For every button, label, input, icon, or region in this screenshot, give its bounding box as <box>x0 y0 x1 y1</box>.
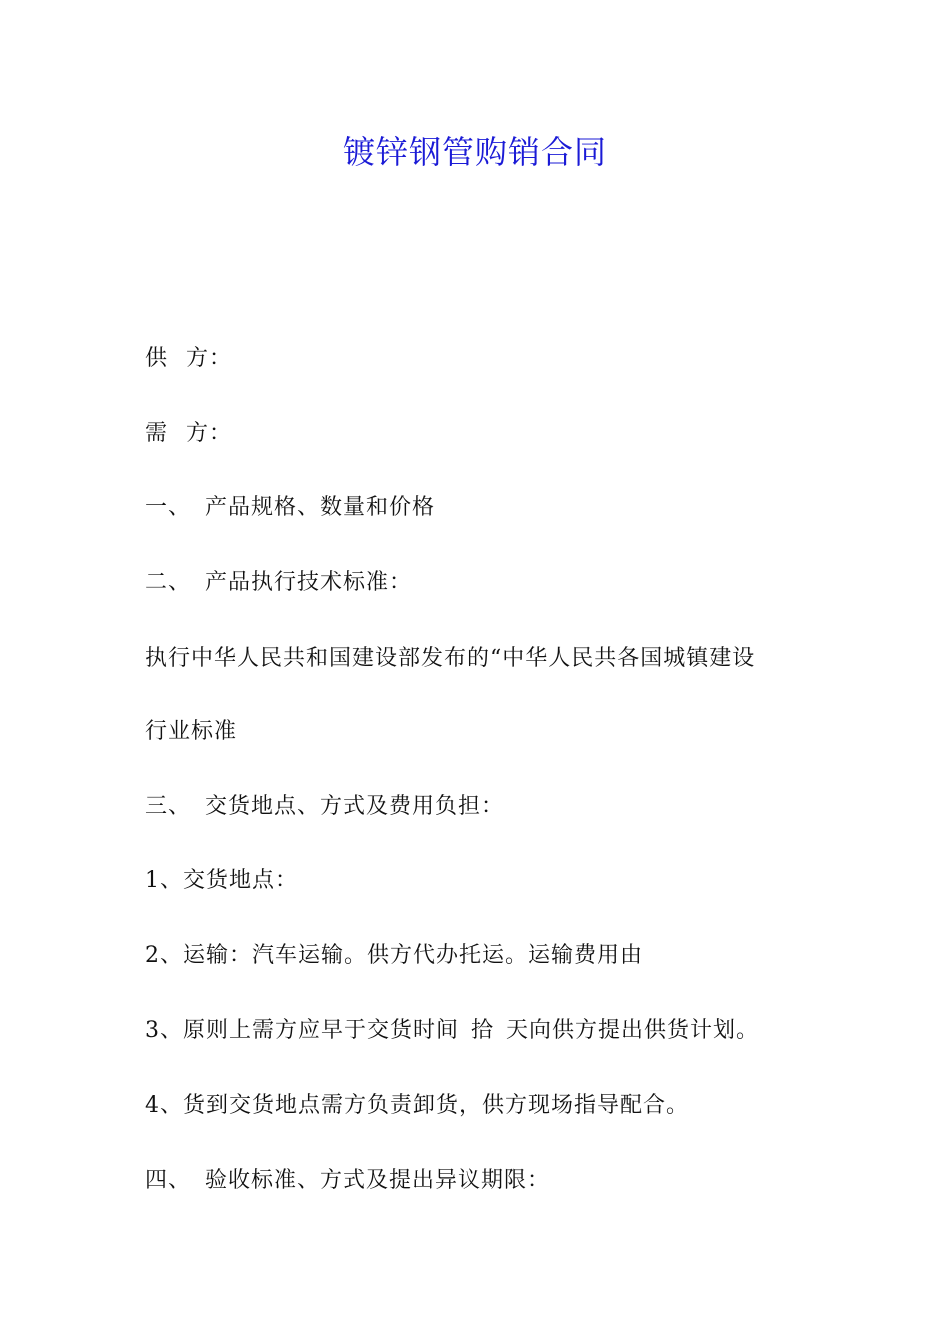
clause-2: 2、运输：汽车运输。供方代办托运。运输费用由 <box>145 943 643 968</box>
clause-3 <box>145 1014 759 1048</box>
clause-3-part-c: 天向供方提出供货计划。 <box>506 1018 760 1043</box>
section-1-number: 一、 <box>145 495 192 520</box>
section-1-heading <box>145 491 435 525</box>
buyer-label-char: 需 <box>145 421 169 446</box>
section-4-number: 四、 <box>145 1168 192 1193</box>
section-4-text: 验收标准、方式及提出异议期限： <box>205 1168 551 1193</box>
section-2-heading <box>145 566 412 600</box>
supplier-label-rest: 方： <box>186 346 233 371</box>
section-2-number: 二、 <box>145 570 192 595</box>
section-1-text: 产品规格、数量和价格 <box>205 495 436 520</box>
supplier-line <box>145 342 232 376</box>
standard-paragraph-line-2: 行业标准 <box>145 719 238 744</box>
section-3-text: 交货地点、方式及费用负担： <box>205 794 505 819</box>
buyer-line <box>145 417 232 451</box>
supplier-label-char: 供 <box>145 346 169 371</box>
standard-paragraph-line-1: 执行中华人民共和国建设部发布的“中华人民共各国城镇建设 <box>145 646 756 671</box>
section-2-text: 产品执行技术标准： <box>205 570 413 595</box>
section-3-number: 三、 <box>145 794 192 819</box>
clause-3-part-a: 3、原则上需方应早于交货时间 <box>145 1018 459 1043</box>
document-title: 镀锌钢管购销合同 <box>342 133 607 171</box>
clause-1: 1、交货地点： <box>145 868 298 893</box>
buyer-label-rest: 方： <box>186 421 233 446</box>
section-3-heading <box>145 790 504 824</box>
section-4-heading <box>145 1164 550 1198</box>
clause-4: 4、货到交货地点需方负责卸货，供方现场指导配合。 <box>145 1093 689 1118</box>
clause-3-days: 拾 <box>471 1018 495 1043</box>
